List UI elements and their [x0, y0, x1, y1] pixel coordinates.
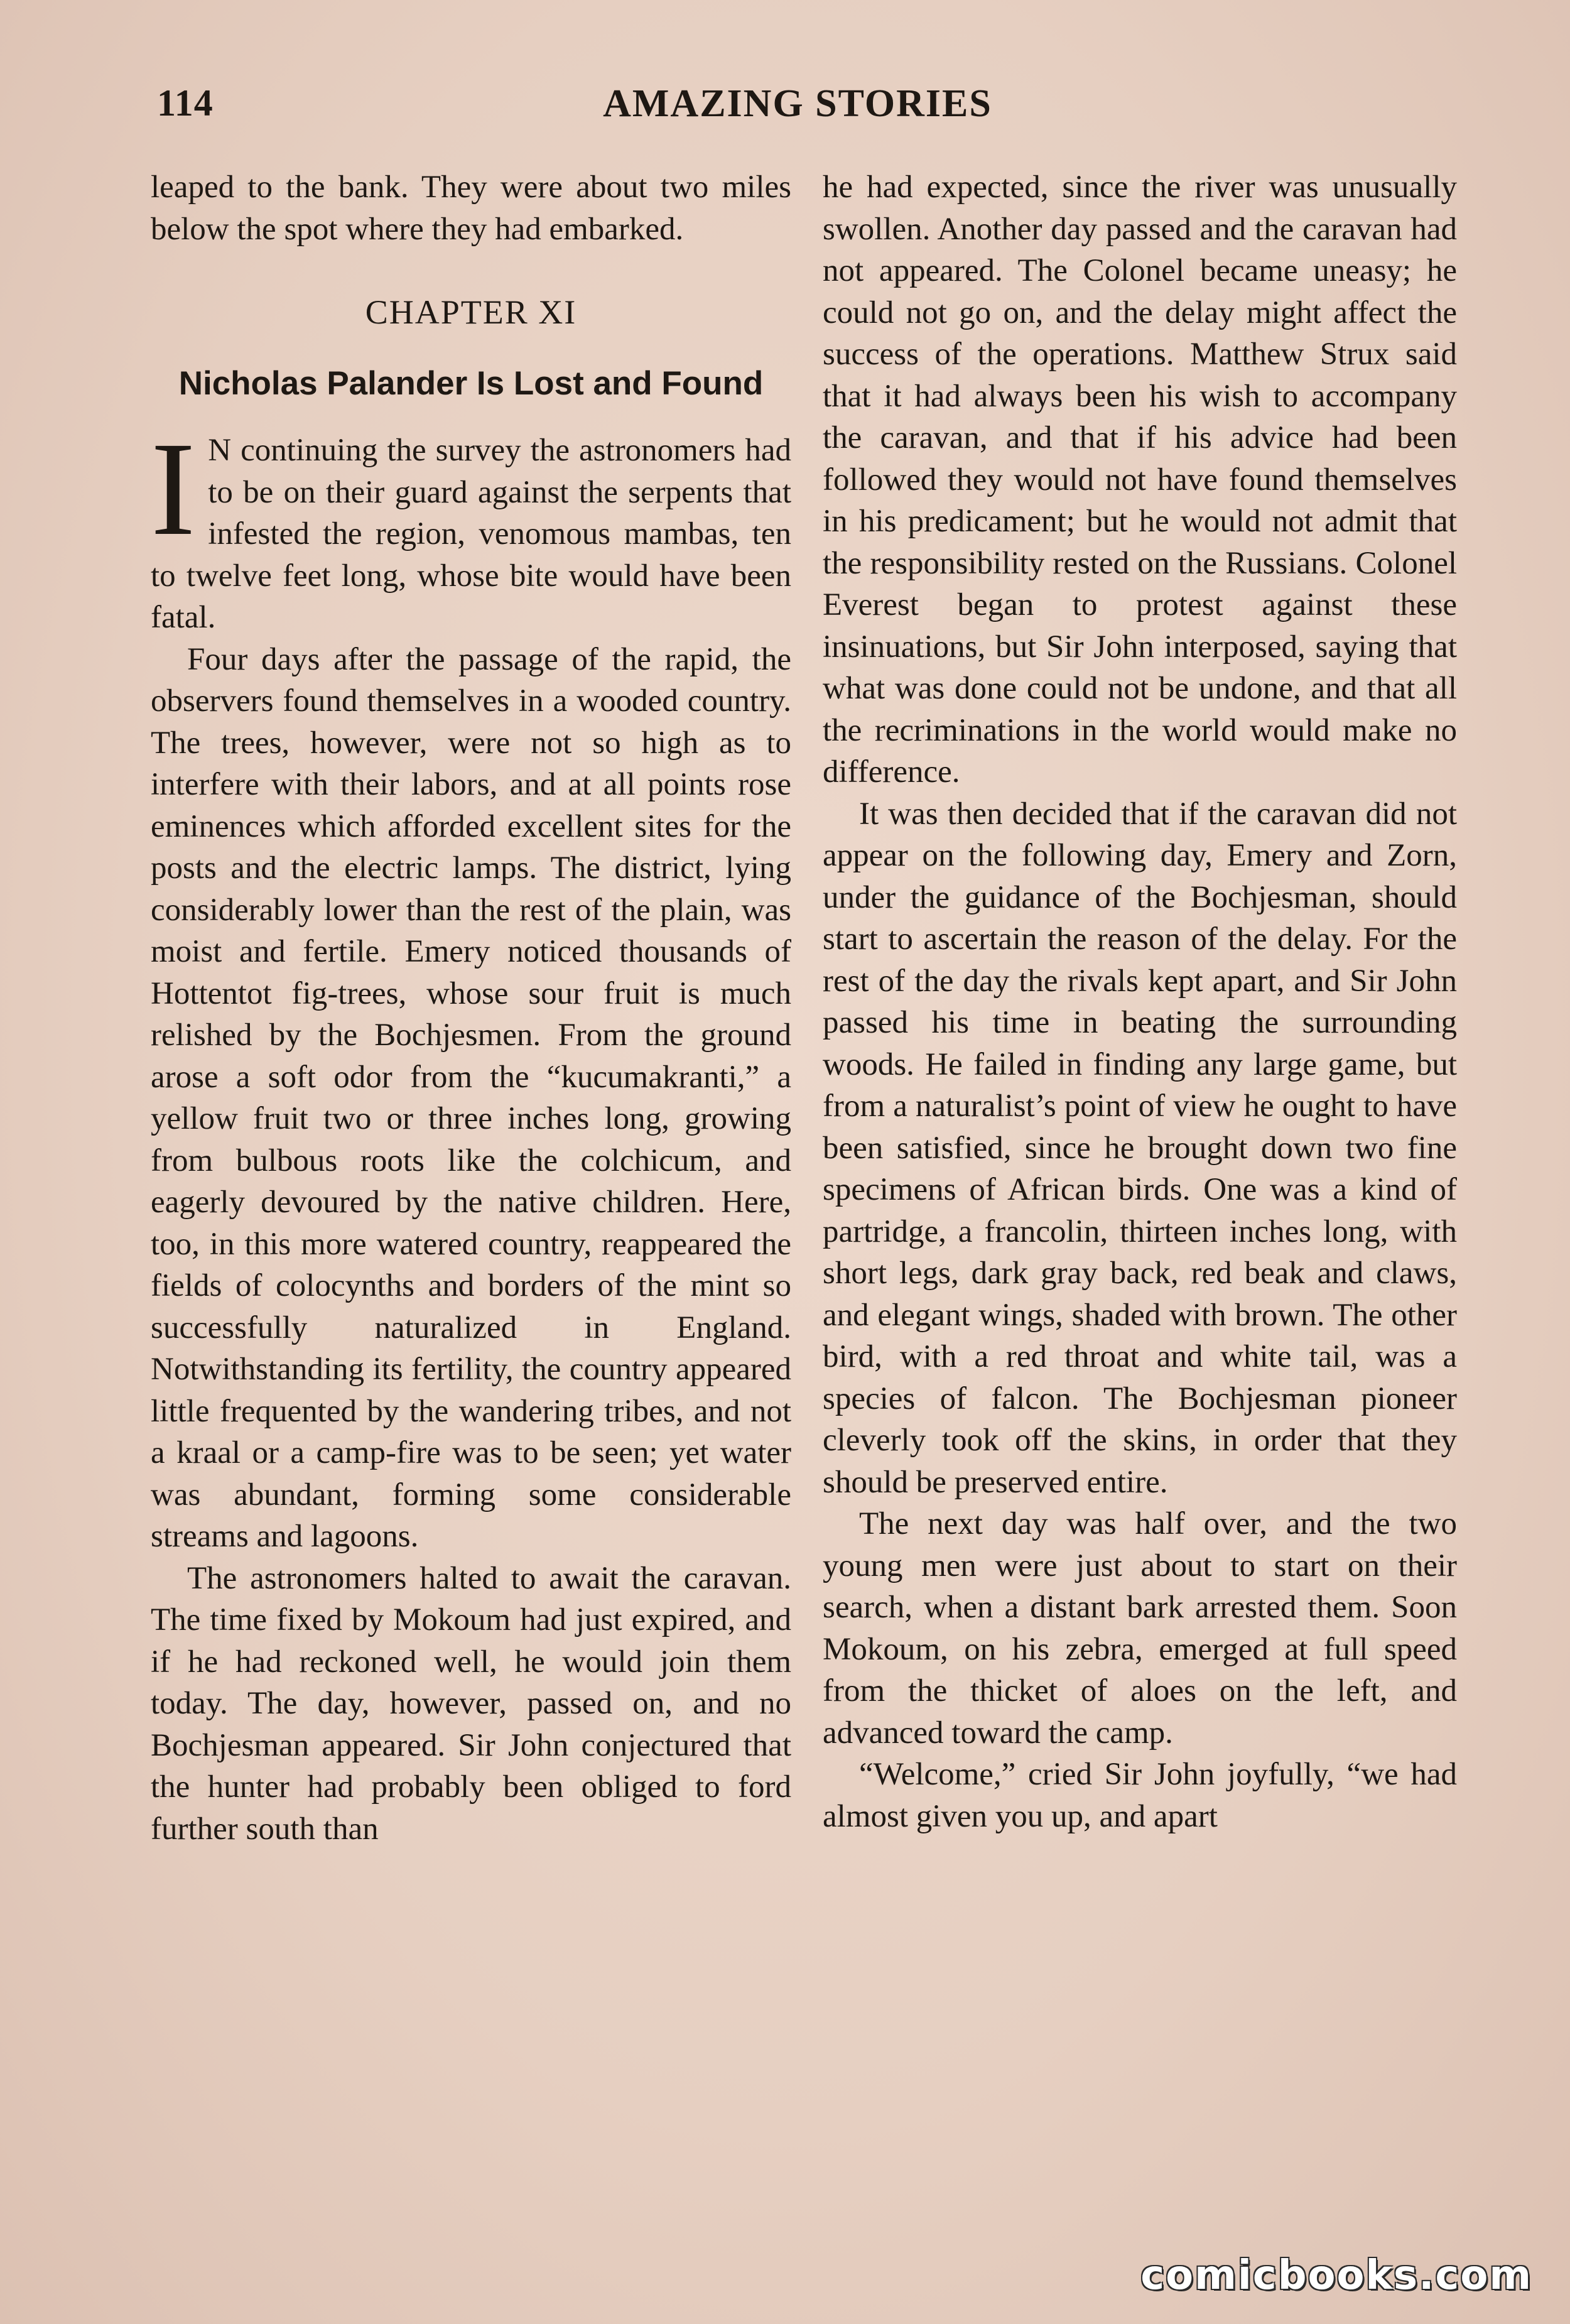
- paragraph: The astronomers halted to await the caravan. The time fixed by Mokoum had just expired, and if he had reckoned well, he would join them today. The day, however, passed on, and no Bochjesman appeared. Sir John conjectured that the hunter had probably been obliged to ford further south than: [151, 1560, 791, 1847]
- paragraph: It was then decided that if the caravan did not appear on the following day, Emery and Zorn, under the guidance of the Bochjesman, should start to ascertain the reason of the delay. For the rest of the day the rivals kept apart, and Sir John passed his time in beating the surrounding woods. He failed in finding any large game, but from a naturalist’s point of view he ought to have been satisfied, since he brought down two fine specimens of African birds. One was a kind of partridge, a francolin, thirteen inches long, with short legs, dark gray back, red beak and claws, and elegant wings, shaded with brown. The other bird, with a red throat and white tail, was a species of falcon. The Bochjesman pioneer cleverly took off the skins, in order that they should be preserved entire.: [823, 796, 1457, 1500]
- paragraph: The next day was half over, and the two young men were just about to start on their search, when a distant bark arrested them. Soon Mokoum, on his zebra, emerged at full speed from the thicket of aloes on the left, and advanced toward the camp.: [823, 1506, 1457, 1751]
- paragraph-continued: leaped to the bank. They were about two miles below the spot where they had embarked.: [151, 170, 791, 247]
- chapter-number: CHAPTER XI: [365, 293, 577, 331]
- opening-paragraph-text: N continuing the survey the astronomers had to be on their guard against the serpents that infested the region, venomous mambas, ten to twelve feet long, whose bite would have been fatal.: [151, 433, 791, 635]
- left-column: [151, 166, 791, 2164]
- site-watermark: comicbooks.com: [1140, 2252, 1532, 2299]
- page-header: [157, 82, 1438, 132]
- right-column: [823, 166, 1457, 2164]
- paragraph-continued: he had expected, since the river was unusually swollen. Another day passed and the caravan had not appeared. The Colonel became uneasy; he could not go on, and the delay might affect the success of the operations. Matthew Strux said that it had always been his wish to accompany the caravan, and that if his advice had been followed they would not have found themselves in his predicament; but he would not admit that the responsibility rested on the Russians. Colonel Everest began to protest against these insinuations, but Sir John interposed, saying that what was done could not be undone, and that all the recriminations in the world would make no difference.: [823, 170, 1457, 790]
- paragraph: “Welcome,” cried Sir John joyfully, “we had almost given you up, and apart: [823, 1757, 1457, 1834]
- running-title: AMAZING STORIES: [603, 82, 992, 125]
- chapter-title: Nicholas Palander Is Lost and Found: [178, 365, 764, 402]
- page-number: 114: [157, 82, 214, 124]
- paragraph: Four days after the passage of the rapid, the observers found themselves in a wooded country. The trees, however, were not so high as to interfere with their labors, and at all points rose eminences which afforded excellent sites for the posts and the electric lamps. The district, lying considerably lower than the rest of the plain, was moist and fertile. Emery noticed thousands of Hottentot fig-trees, whose sour fruit is much relished by the Bochjesmen. From the ground arose a soft odor from the “kucumakranti,” a yellow fruit two or three inches long, growing from bulbous roots like the colchicum, and eagerly devoured by the native children. Here, too, in this more watered country, reappeared the fields of colocynths and borders of the mint so successfully naturalized in England. Notwithstanding its fertility, the country appeared little frequented by the wandering tribes, and not a kraal or a camp-fire was to be seen; yet water was abundant, forming some considerable streams and lagoons.: [151, 641, 791, 1554]
- drop-cap: I: [151, 415, 196, 563]
- opening-paragraph: [151, 415, 791, 639]
